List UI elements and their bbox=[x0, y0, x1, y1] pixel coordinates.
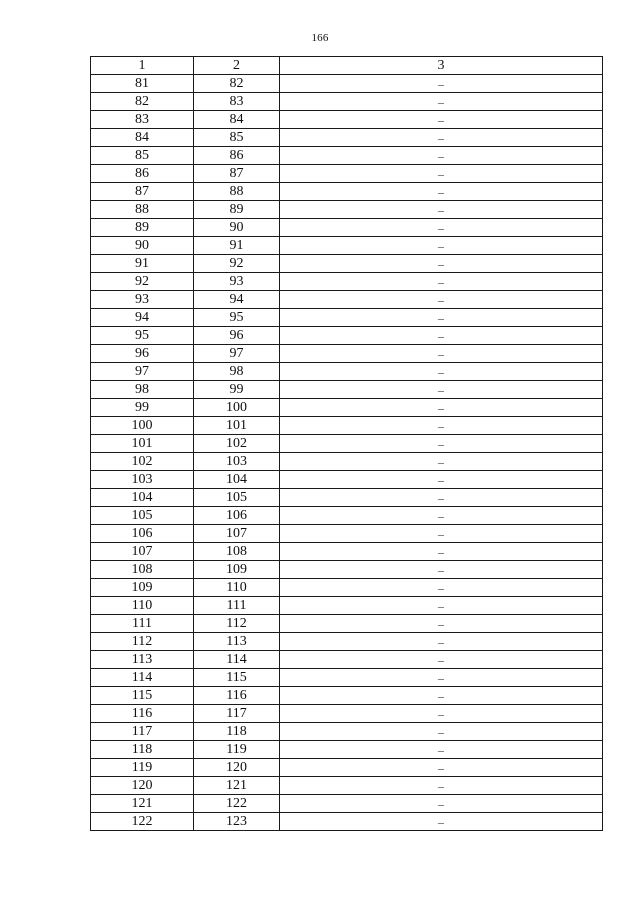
table-row bbox=[91, 219, 603, 237]
table-cell-col-3: – bbox=[280, 561, 603, 579]
table-row bbox=[91, 543, 603, 561]
table-cell-col-1: 95 bbox=[91, 327, 194, 345]
column-header-2: 2 bbox=[194, 57, 280, 75]
table-cell-col-2: 117 bbox=[194, 705, 280, 723]
table-cell-col-1: 121 bbox=[91, 795, 194, 813]
table-cell-col-1: 86 bbox=[91, 165, 194, 183]
table-cell-col-1: 87 bbox=[91, 183, 194, 201]
table-cell-col-3: – bbox=[280, 165, 603, 183]
table-row bbox=[91, 75, 603, 93]
table-cell-col-1: 108 bbox=[91, 561, 194, 579]
table-row bbox=[91, 183, 603, 201]
table-row bbox=[91, 381, 603, 399]
table-row bbox=[91, 669, 603, 687]
table-cell-col-2: 92 bbox=[194, 255, 280, 273]
table-row bbox=[91, 723, 603, 741]
table-cell-col-3: – bbox=[280, 633, 603, 651]
table-row bbox=[91, 471, 603, 489]
table-cell-col-3: – bbox=[280, 795, 603, 813]
table-cell-col-3: – bbox=[280, 399, 603, 417]
table-cell-col-2: 113 bbox=[194, 633, 280, 651]
table-row bbox=[91, 237, 603, 255]
table-cell-col-1: 98 bbox=[91, 381, 194, 399]
table-row bbox=[91, 129, 603, 147]
table-row bbox=[91, 507, 603, 525]
table-cell-col-1: 122 bbox=[91, 813, 194, 831]
table-cell-col-3: – bbox=[280, 147, 603, 165]
table-cell-col-2: 108 bbox=[194, 543, 280, 561]
table-row bbox=[91, 597, 603, 615]
table-cell-col-3: – bbox=[280, 579, 603, 597]
table-cell-col-1: 93 bbox=[91, 291, 194, 309]
table-cell-col-2: 103 bbox=[194, 453, 280, 471]
table-cell-col-2: 83 bbox=[194, 93, 280, 111]
table-cell-col-3: – bbox=[280, 309, 603, 327]
table-cell-col-1: 89 bbox=[91, 219, 194, 237]
table-cell-col-1: 111 bbox=[91, 615, 194, 633]
table-cell-col-3: – bbox=[280, 255, 603, 273]
table-row bbox=[91, 111, 603, 129]
table-row bbox=[91, 705, 603, 723]
table-cell-col-1: 92 bbox=[91, 273, 194, 291]
table-cell-col-1: 109 bbox=[91, 579, 194, 597]
table-cell-col-3: – bbox=[280, 669, 603, 687]
table-row bbox=[91, 525, 603, 543]
table-cell-col-3: – bbox=[280, 741, 603, 759]
table-row bbox=[91, 147, 603, 165]
table-row bbox=[91, 399, 603, 417]
table-cell-col-2: 122 bbox=[194, 795, 280, 813]
table-cell-col-1: 119 bbox=[91, 759, 194, 777]
table-cell-col-3: – bbox=[280, 777, 603, 795]
table-cell-col-3: – bbox=[280, 183, 603, 201]
table-cell-col-1: 83 bbox=[91, 111, 194, 129]
table-cell-col-1: 114 bbox=[91, 669, 194, 687]
table-cell-col-1: 118 bbox=[91, 741, 194, 759]
table-cell-col-2: 93 bbox=[194, 273, 280, 291]
table-row bbox=[91, 453, 603, 471]
table-cell-col-3: – bbox=[280, 651, 603, 669]
table-row bbox=[91, 93, 603, 111]
table-row bbox=[91, 417, 603, 435]
table-cell-col-1: 82 bbox=[91, 93, 194, 111]
table-cell-col-2: 111 bbox=[194, 597, 280, 615]
table-cell-col-3: – bbox=[280, 237, 603, 255]
table-cell-col-3: – bbox=[280, 597, 603, 615]
table-cell-col-3: – bbox=[280, 345, 603, 363]
table-row bbox=[91, 759, 603, 777]
table-cell-col-2: 106 bbox=[194, 507, 280, 525]
table-cell-col-1: 97 bbox=[91, 363, 194, 381]
table-cell-col-2: 118 bbox=[194, 723, 280, 741]
table-cell-col-2: 98 bbox=[194, 363, 280, 381]
table-cell-col-3: – bbox=[280, 615, 603, 633]
table-body bbox=[91, 75, 603, 831]
table-cell-col-1: 106 bbox=[91, 525, 194, 543]
table-cell-col-1: 84 bbox=[91, 129, 194, 147]
table-cell-col-2: 121 bbox=[194, 777, 280, 795]
table-row bbox=[91, 561, 603, 579]
table-cell-col-3: – bbox=[280, 129, 603, 147]
table-cell-col-2: 101 bbox=[194, 417, 280, 435]
header-row bbox=[91, 57, 603, 75]
table-cell-col-2: 94 bbox=[194, 291, 280, 309]
table-cell-col-2: 97 bbox=[194, 345, 280, 363]
table-row bbox=[91, 687, 603, 705]
column-header-1: 1 bbox=[91, 57, 194, 75]
table-cell-col-1: 91 bbox=[91, 255, 194, 273]
table-cell-col-1: 85 bbox=[91, 147, 194, 165]
table-cell-col-1: 96 bbox=[91, 345, 194, 363]
table-cell-col-2: 123 bbox=[194, 813, 280, 831]
table-row bbox=[91, 777, 603, 795]
table-row bbox=[91, 795, 603, 813]
table-cell-col-3: – bbox=[280, 363, 603, 381]
table-cell-col-2: 119 bbox=[194, 741, 280, 759]
table-row bbox=[91, 291, 603, 309]
table-cell-col-1: 120 bbox=[91, 777, 194, 795]
table-row bbox=[91, 579, 603, 597]
table-cell-col-2: 87 bbox=[194, 165, 280, 183]
table-cell-col-3: – bbox=[280, 381, 603, 399]
table-row bbox=[91, 363, 603, 381]
table-cell-col-2: 86 bbox=[194, 147, 280, 165]
table-cell-col-1: 101 bbox=[91, 435, 194, 453]
table-cell-col-3: – bbox=[280, 291, 603, 309]
table-cell-col-1: 99 bbox=[91, 399, 194, 417]
table-row bbox=[91, 615, 603, 633]
table-cell-col-2: 82 bbox=[194, 75, 280, 93]
table-cell-col-1: 103 bbox=[91, 471, 194, 489]
table-cell-col-2: 88 bbox=[194, 183, 280, 201]
table-row bbox=[91, 489, 603, 507]
table-cell-col-3: – bbox=[280, 705, 603, 723]
table-cell-col-2: 99 bbox=[194, 381, 280, 399]
table-row bbox=[91, 345, 603, 363]
table-cell-col-1: 81 bbox=[91, 75, 194, 93]
table-row bbox=[91, 813, 603, 831]
table-cell-col-1: 105 bbox=[91, 507, 194, 525]
table-cell-col-2: 89 bbox=[194, 201, 280, 219]
table-cell-col-1: 113 bbox=[91, 651, 194, 669]
table-cell-col-3: – bbox=[280, 273, 603, 291]
table-cell-col-3: – bbox=[280, 327, 603, 345]
table-cell-col-3: – bbox=[280, 507, 603, 525]
table-cell-col-2: 104 bbox=[194, 471, 280, 489]
table-cell-col-2: 114 bbox=[194, 651, 280, 669]
table-cell-col-2: 96 bbox=[194, 327, 280, 345]
table-row bbox=[91, 201, 603, 219]
table-row bbox=[91, 741, 603, 759]
table-cell-col-2: 91 bbox=[194, 237, 280, 255]
table-row bbox=[91, 651, 603, 669]
table-cell-col-1: 117 bbox=[91, 723, 194, 741]
table-cell-col-1: 90 bbox=[91, 237, 194, 255]
table-cell-col-3: – bbox=[280, 435, 603, 453]
table-cell-col-1: 94 bbox=[91, 309, 194, 327]
table-cell-col-2: 95 bbox=[194, 309, 280, 327]
table-cell-col-2: 102 bbox=[194, 435, 280, 453]
column-header-3: 3 bbox=[280, 57, 603, 75]
table-row bbox=[91, 273, 603, 291]
table-cell-col-2: 110 bbox=[194, 579, 280, 597]
table-cell-col-1: 116 bbox=[91, 705, 194, 723]
table-cell-col-3: – bbox=[280, 687, 603, 705]
table-cell-col-2: 120 bbox=[194, 759, 280, 777]
table-cell-col-3: – bbox=[280, 453, 603, 471]
table-cell-col-3: – bbox=[280, 417, 603, 435]
table-row bbox=[91, 165, 603, 183]
table-row bbox=[91, 309, 603, 327]
page-number: 166 bbox=[311, 32, 329, 44]
table-row bbox=[91, 327, 603, 345]
table-cell-col-2: 112 bbox=[194, 615, 280, 633]
table-cell-col-2: 115 bbox=[194, 669, 280, 687]
table-cell-col-2: 107 bbox=[194, 525, 280, 543]
table-cell-col-2: 85 bbox=[194, 129, 280, 147]
table-cell-col-2: 90 bbox=[194, 219, 280, 237]
table-cell-col-1: 104 bbox=[91, 489, 194, 507]
table-cell-col-2: 116 bbox=[194, 687, 280, 705]
table-cell-col-1: 110 bbox=[91, 597, 194, 615]
table-cell-col-3: – bbox=[280, 489, 603, 507]
table-cell-col-2: 109 bbox=[194, 561, 280, 579]
table-cell-col-3: – bbox=[280, 723, 603, 741]
table-cell-col-3: – bbox=[280, 525, 603, 543]
table-cell-col-3: – bbox=[280, 471, 603, 489]
table-row bbox=[91, 255, 603, 273]
table-cell-col-1: 102 bbox=[91, 453, 194, 471]
table-cell-col-1: 88 bbox=[91, 201, 194, 219]
table-cell-col-1: 107 bbox=[91, 543, 194, 561]
table-cell-col-1: 100 bbox=[91, 417, 194, 435]
table-cell-col-1: 112 bbox=[91, 633, 194, 651]
table-cell-col-3: – bbox=[280, 111, 603, 129]
table-row bbox=[91, 435, 603, 453]
table-cell-col-2: 105 bbox=[194, 489, 280, 507]
table-cell-col-1: 115 bbox=[91, 687, 194, 705]
table-header bbox=[91, 57, 603, 75]
table-cell-col-3: – bbox=[280, 201, 603, 219]
table-cell-col-2: 84 bbox=[194, 111, 280, 129]
data-table bbox=[90, 56, 603, 831]
table-cell-col-3: – bbox=[280, 813, 603, 831]
table-cell-col-3: – bbox=[280, 219, 603, 237]
table-cell-col-3: – bbox=[280, 759, 603, 777]
table-cell-col-3: – bbox=[280, 75, 603, 93]
table-cell-col-3: – bbox=[280, 543, 603, 561]
table-cell-col-3: – bbox=[280, 93, 603, 111]
table-cell-col-2: 100 bbox=[194, 399, 280, 417]
table-row bbox=[91, 633, 603, 651]
